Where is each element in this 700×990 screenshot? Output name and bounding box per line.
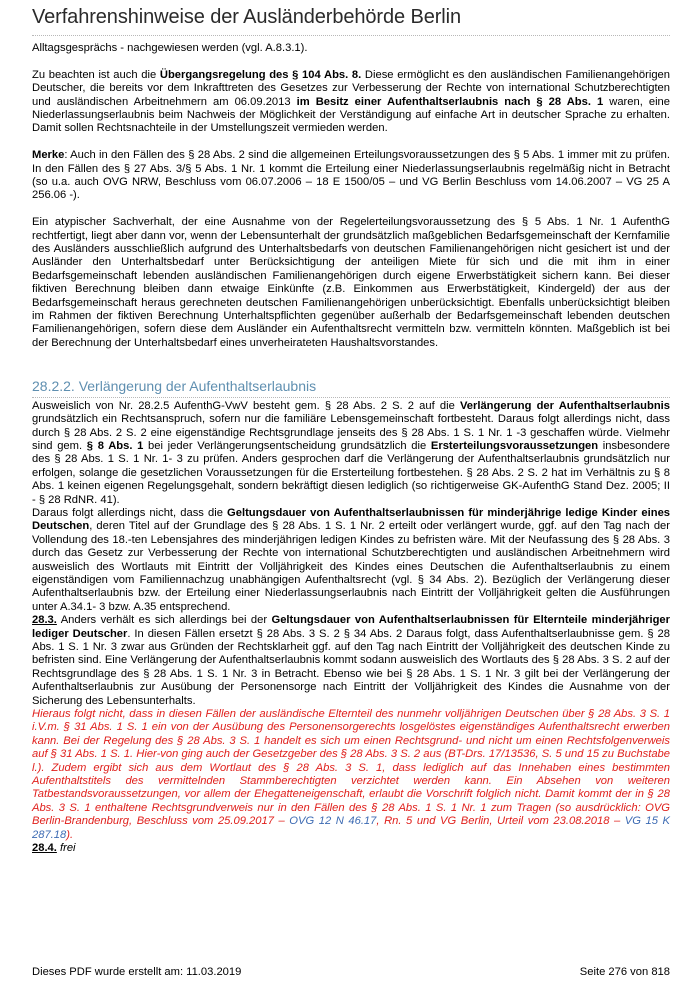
- paragraph-atypical-case: Ein atypischer Sachverhalt, der eine Ausnahme von der Regelerteilungsvoraussetzung des § 5 Abs. 1 Nr. 1 AufenthG rechtfertigt, liegt aber dann vor, wenn der Lebensunterhalt der grundsätzlich maßgeblichen Bedarfsgemeinschaft der Kernfamilie des Ausländers ausschließlich aufgrund des Unterhaltsbedarfs von deutschen Familienangehörigen nicht gesichert ist und der Ausländer den Unterhaltsbedarf unter Berücksichtigung der anteiligen Miete für sich und die mit ihm in einer Bedarfsgemeinschaft lebenden ausländischen Familienangehörigen durch eigene Erwerbstätigkeit sichern kann. Bei dieser fiktiven Berechnung bleiben dann etwaige Einkünfte (z.B. Einkommen aus Erwerbstätigkeit, Kindergeld) der aus der Bedarfsgemeinschaft heraus gerechneten deutschen Familienangehörigen unberücksichtigt. Ebenfalls unberücksichtigt bleiben im Rahmen der fiktiven Berechnung Unterhaltspflichten gegenüber außerhalb der Bedarfsgemeinschaft lebenden deutschen Familienangehörigen, sofern diese dem Ausländer ein Aufenthaltsrecht vermitteln bzw. vermitteln könnten. Maßgeblich ist bei der Berechnung der Unterhaltsbedarf eines unverheirateten Haushaltsvorstandes.: [32, 216, 670, 349]
- paragraph-note: Merke: Auch in den Fällen des § 28 Abs. 2 sind die allgemeinen Erteilungsvoraussetzungen des § 5 Abs. 1 immer mit zu prüfen. In den Fällen des § 27 Abs. 3/§ 5 Abs. 1 Nr. 1 kommt die Erteilung einer Niederlassungserlaubnis regelmäßig nicht in Betracht (so u.a. auch OVG NRW, Beschluss vom 06.07.2006 – 18 E 1500/05 – und VG Berlin Beschluss vom 14.06.2007 – VG 25 A 256.06 -).: [32, 149, 670, 202]
- paragraph-28-4: 28.4. frei: [32, 842, 76, 855]
- bold-term: Verlängerung der Aufenthaltserlaubnis: [459, 399, 670, 412]
- paragraph-amendment-red: Hieraus folgt nicht, dass in diesen Fällen der ausländische Elternteil des nunmehr volljährigen Deutschen über § 28 Abs. 3 S. 1 i.V.m. § 31 Abs. 1 S. 1 ein von der Ausübung des Personensorgerechts losgelöstes eigenständiges Aufenthaltsrecht erwerben kann. Bei der Regelung des § 28 Abs. 3 S. 1 handelt es sich um einen Rechtsgrund- und nicht um einen Rechtsfolgenverweis auf § 31 Abs. 1 S. 1. Hier-von ging auch der Gesetzgeber des § 28 Abs. 3 S. 2 aus (BT-Drs. 17/13536, S. 5 und 15 zu Buchstabe l.). Zudem ergibt sich aus dem Wortlaut des § 28 Abs. 3 S. 1, dass lediglich auf das Innehaben eines bestimmten Aufenthaltstitels des vermittelnden Stammberechtigten verzichtet werden kann. Ein Absehen von weiteren Tatbestandsvoraussetzungen, vor allem der Ehegatteneigenschaft, erlaubt die Vorschrift folglich nicht. Damit kommt der in § 28 Abs. 3 S. 1 enthaltene Rechtsgrundverweis nur in den Fällen des § 28 Abs. 1 S. 1 Nr. 1 zum Tragen (so ausdrücklich: OVG Berlin-Brandenburg, Beschluss vom 25.09.2017 – OVG 12 N 46.17, Rn. 5 und VG Berlin, Urteil vom 23.08.2018 – VG 15 K 287.18).: [32, 708, 670, 841]
- page-footer: [32, 966, 670, 978]
- paragraph-extension: Ausweislich von Nr. 28.2.5 AufenthG-VwV besteht gem. § 28 Abs. 2 S. 2 auf die Verlängerung der Aufenthaltserlaubnis grundsätzlich ein Rechtsanspruch, sofern nur die familiäre Lebensgemeinschaft fortbesteht. Daraus folgt allerdings nicht, dass durch § 28 Abs. 2 S. 2 eine eigenständige Rechtsgrundlage jenseits des § 28 Abs. 1 S. 1 Nr. 1 -3 geschaffen würde. Vielmehr sind gem. § 8 Abs. 1 bei jeder Verlängerungsentscheidung grundsätzlich die Ersterteilungsvoraussetzungen insbesondere des § 28 Abs. 1 S. 1 Nr. 1- 3 zu prüfen. Anders gesprochen darf die Verlängerung der Aufenthaltserlaubnis grundsätzlich nur erfolgen, solange die gesetzlichen Voraussetzungen für die Ersterteilung fortbestehen. § 28 Abs. 2 S. 2 hat im Verhältnis zu § 8 Abs. 1 keinen eigenen Regelungsgehalt, sondern bekräftigt diesen lediglich (so richtigerweise GK-AufenthG Stand Dez. 2005; II - § 28 RdNR. 41).: [32, 399, 670, 506]
- note-label: Merke: [32, 149, 65, 162]
- footer-created-date: Dieses PDF wurde erstellt am: 11.03.2019: [32, 966, 242, 978]
- section-heading: 28.2.2. Verlängerung der Aufenthaltserlaubnis: [32, 380, 670, 397]
- footer-page-number: Seite 276 von 818: [579, 966, 670, 978]
- bold-term: Ersterteilungsvoraussetzungen: [430, 439, 599, 452]
- bold-term: Übergangsregelung des § 104 Abs. 8.: [159, 68, 362, 81]
- bold-term: Geltungsdauer von Aufenthaltserlaubnissen für minderjährige ledige Kinder eines Deutschen: [32, 506, 671, 533]
- paragraph-transition-rule: Zu beachten ist auch die Übergangsregelung des § 104 Abs. 8. Diese ermöglicht es den ausländischen Familienangehörigen Deutscher, die bereits vor dem Inkrafttreten des Gesetzes zur Verbesserung der Rechte von international Schutzberechtigten und ausländischen Arbeitnehmern am 06.09.2013 im Besitz einer Aufenthaltserlaubnis nach § 28 Abs. 1 waren, eine Niederlassungserlaubnis beim Nachweis der Möglichkeit der Verständigung auf einfache Art in deutscher Sprache zu erhalten. Damit sollen Rechtsnachteile in der Umstellungszeit vermieden werden.: [32, 68, 671, 135]
- paragraph-number: 28.4.: [32, 842, 57, 855]
- bold-term: Geltungsdauer von Aufenthaltserlaubnissen für Elternteile minderjähriger lediger Deutscher: [32, 614, 670, 640]
- page-header-title: Verfahrenshinweise der Ausländerbehörde Berlin: [32, 6, 670, 36]
- paragraph-number: 28.3.: [32, 614, 57, 627]
- bold-term: § 8 Abs. 1: [86, 439, 144, 452]
- court-reference-link[interactable]: VG 15 K 287.18: [32, 815, 670, 841]
- bold-term: im Besitz einer Aufenthaltserlaubnis nach § 28 Abs. 1: [296, 95, 604, 108]
- paragraph-validity-children: Daraus folgt allerdings nicht, dass die Geltungsdauer von Aufenthaltserlaubnissen für minderjährige ledige Kinder eines Deutschen, deren Titel auf der Grundlage des § 28 Abs. 1 S. 1 Nr. 2 erteilt oder verlängert wurde, ggf. auf den Tag nach der Vollendung des 18.-ten Lebensjahres des minderjährigen ledigen Kindes zu befristen wäre. Mit der Neufassung des § 28 Abs. 3 durch das Gesetz zur Verbesserung der Rechte von international Schutzberechtigten und ausländischen Arbeitnehmern wird ausweislich des Wortlauts mit Eintritt der Volljährigkeit des Kindes eines Deutschen die Aufenthaltserlaubnis zu einem eigenständigen vom Familiennachzug unabhängigen Aufenthaltsrecht (vgl. § 34 Abs. 2). Bezüglich der Verlängerung dieser Aufenthaltserlaubnis bzw. der Erteilung einer Niederlassungserlaubnis nach Eintritt der Volljährigkeit gelten die Ausführungen unter A.34.1- 3 bzw. A.35 entsprechend.: [32, 506, 671, 613]
- paragraph-continuation: Alltagsgesprächs - nachgewiesen werden (vgl. A.8.3.1).: [32, 42, 308, 54]
- court-reference-link[interactable]: OVG 12 N 46.17: [289, 815, 377, 828]
- paragraph-28-3: 28.3. Anders verhält es sich allerdings bei der Geltungsdauer von Aufenthaltserlaubnissen für Elternteile minderjähriger lediger Deutscher. In diesen Fällen ersetzt § 28 Abs. 3 S. 2 § 34 Abs. 2 Daraus folgt, dass Aufenthaltserlaubnisse gem. § 28 Abs. 1 S. 1 Nr. 3 zwar aus Gründen der Rechtsklarheit ggf. auf den Tag nach Eintritt der Volljährigkeit des deutschen Kinde zu befristen sind. Eine Verlängerung der Aufenthaltserlaubnis kommt sodann ausweislich des Wortlauts des § 28 Abs. 3 S. 2 auf der Rechtsgrundlage des § 28 Abs. 1 S. 1 Nr. 3 in Betracht. Ebenso wie bei § 28 Abs. 1 S. 1 Nr. 3 gilt bei der Verlängerung der Aufenthaltserlaubnis zur Ausübung der Personensorge nach Eintritt der Volljährigkeit des Kindes die Ausnahme von der Sicherung des Lebensunterhalts.: [32, 614, 670, 707]
- document-body: [32, 42, 670, 856]
